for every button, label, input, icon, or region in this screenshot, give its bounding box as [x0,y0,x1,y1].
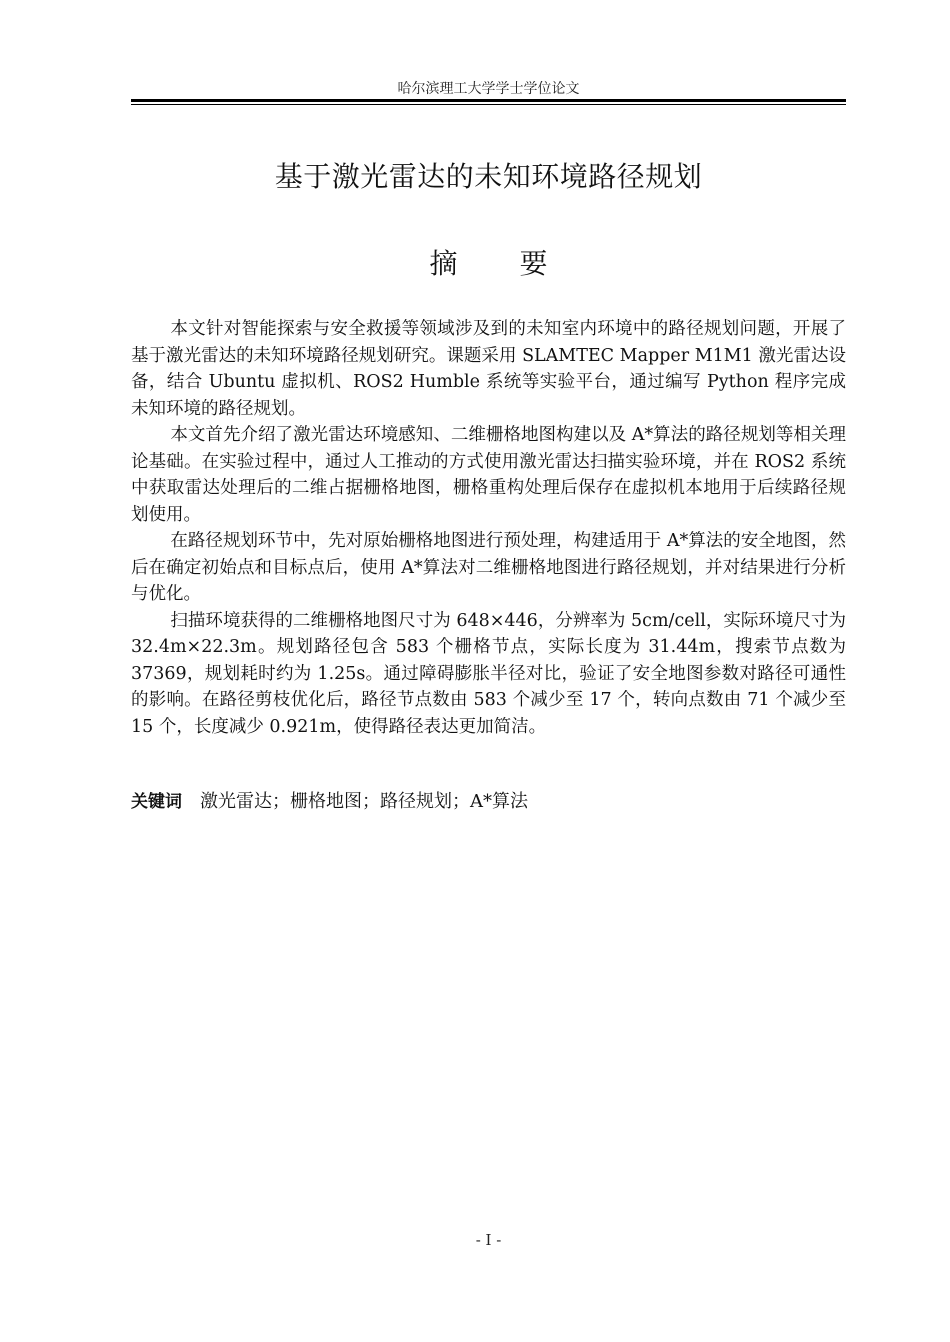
keywords-label: 关键词 [131,792,182,812]
thesis-title: 基于激光雷达的未知环境路径规划 [274,160,703,193]
abstract-heading: 摘要 [429,247,610,280]
abstract-paragraph-3: 在路径规划环节中，先对原始栅格地图进行预处理，构建适用于 A*算法的安全地图，然后在确定初始点和目标点后，使用 A*算法对二维栅格地图进行路径规划，并对结果进行分析与优化。 [131,531,846,604]
header-rule-thick [131,99,846,102]
running-header: 哈尔滨理工大学学士学位论文 [397,81,580,97]
page-number: - I - [475,1231,502,1249]
keywords-line [131,788,846,816]
abstract-paragraph-4: 扫描环境获得的二维栅格地图尺寸为 648×446，分辨率为 5cm/cell，实际环境尺寸为 32.4m×22.3m。规划路径包含 583 个栅格节点，实际长度为 31.44m，搜索节点数为 37369，规划耗时约为 1.25s。通过障碍膨胀半径对比，验证了安全地图参数对路径可通性的影响。在路径剪枝优化后，路径节点数由 583 个减少至 17 个，转向点数由 71 个减少至 15 个，长度减少 0.921m，使得路径表达更加简洁。 [131,610,846,737]
abstract-paragraph-2: 本文首先介绍了激光雷达环境感知、二维栅格地图构建以及 A*算法的路径规划等相关理论基础。在实验过程中，通过人工推动的方式使用激光雷达扫描实验环境，并在 ROS2 系统中获取雷达处理后的二维占据栅格地图，栅格重构处理后保存在虚拟机本地用于后续路径规划使用。 [131,425,846,525]
header-rule-thin [131,104,846,105]
keywords-text: 激光雷达；栅格地图；路径规划；A*算法 [200,791,528,812]
abstract-body [131,316,846,740]
abstract-paragraph-1: 本文针对智能探索与安全救援等领域涉及到的未知室内环境中的路径规划问题，开展了基于激光雷达的未知环境路径规划研究。课题采用 SLAMTEC Mapper M1M1 激光雷达设备，结合 Ubuntu 虚拟机、ROS2 Humble 系统等实验平台，通过编写 Python 程序完成未知环境的路径规划。 [131,319,846,419]
